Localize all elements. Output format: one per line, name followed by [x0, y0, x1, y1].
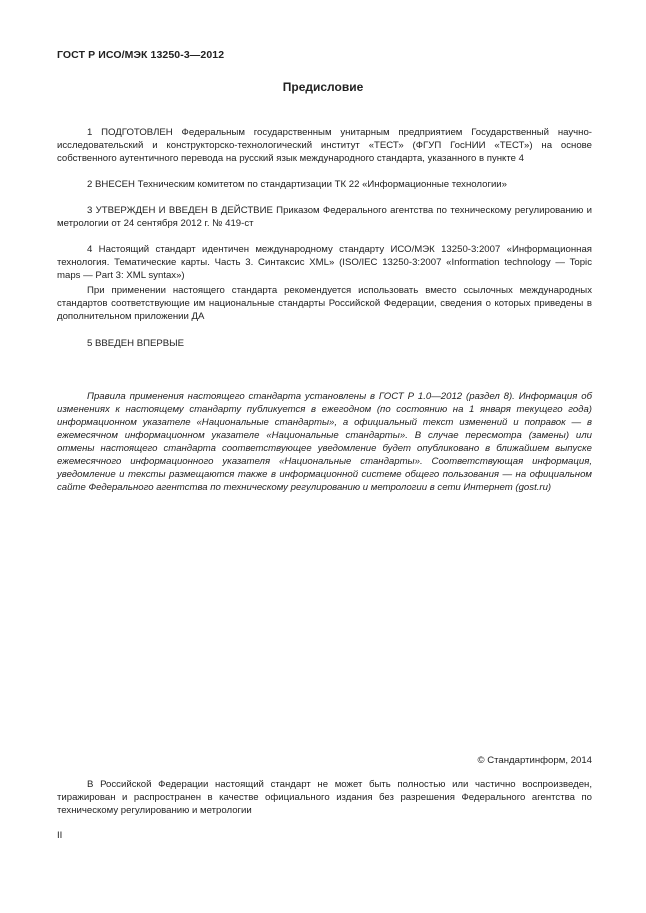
page-title: Предисловие [282, 80, 364, 94]
paragraph-prepared-by: 1 ПОДГОТОВЛЕН Федеральным государственным унитарным предприятием Государственный научно-исследовательский и конструкторско-технологический институт «ТЕСТ» (ФГУП ГосНИИ «ТЕСТ») на основе собственного аутентичного перевода на русский язык международного стандарта, указанного в пункте 4 [57, 127, 592, 164]
notice-paragraph: Правила применения настоящего стандарта установлены в ГОСТ Р 1.0—2012 (раздел 8). Информация об изменениях к настоящему стандарту публикуется в ежегодном (по состоянию на 1 января текущего года) информационном указателе «Национальные стандарты», а официальный текст изменений и поправок — в ежемесячном информационном указателе «Национальные стандарты». В случае пересмотра (замены) или отмены настоящего стандарта соответствующее уведомление будет опубликовано в ближайшем выпуске ежемесячного информационного указателя «Национальные стандарты». Соответствующая информация, уведомление и тексты размещаются также в информационной системе общего пользования — на официальном сайте Федерального агентства по техническому регулированию и метрологии в сети Интернет (gost.ru) [57, 391, 592, 493]
legal-notice: В Российской Федерации настоящий стандарт не может быть полностью или частично воспроизведен, тиражирован и распространен в качестве официального издания без разрешения Федерального агентства по техническому регулированию и метрологии [57, 779, 592, 816]
paragraph-references-note: При применении настоящего стандарта рекомендуется использовать вместо ссылочных международных стандартов соответствующие им национальные стандарты Российской Федерации, сведения о которых приведены в дополнительном приложении ДА [57, 285, 592, 322]
page-number: II [57, 830, 63, 841]
document-header: ГОСТ Р ИСО/МЭК 13250-3—2012 [57, 49, 225, 61]
paragraph-introduced-first: 5 ВВЕДЕН ВПЕРВЫЕ [87, 338, 185, 349]
paragraph-identical-standard: 4 Настоящий стандарт идентичен международному стандарту ИСО/МЭК 13250-3:2007 «Информационная технология. Тематические карты. Часть 3. Синтаксис XML» (ISO/IEC 13250-3:2007 «Information technology — Topic maps — Part 3: XML syntax») [57, 244, 592, 281]
paragraph-approved: 3 УТВЕРЖДЕН И ВВЕДЕН В ДЕЙСТВИЕ Приказом Федерального агентства по техническому регулированию и метрологии от 24 сентября 2012 г. № 419-ст [57, 205, 592, 229]
copyright-notice: © Стандартинформ, 2014 [477, 755, 592, 766]
paragraph-submitted-by: 2 ВНЕСЕН Техническим комитетом по стандартизации ТК 22 «Информационные технологии» [87, 179, 507, 190]
